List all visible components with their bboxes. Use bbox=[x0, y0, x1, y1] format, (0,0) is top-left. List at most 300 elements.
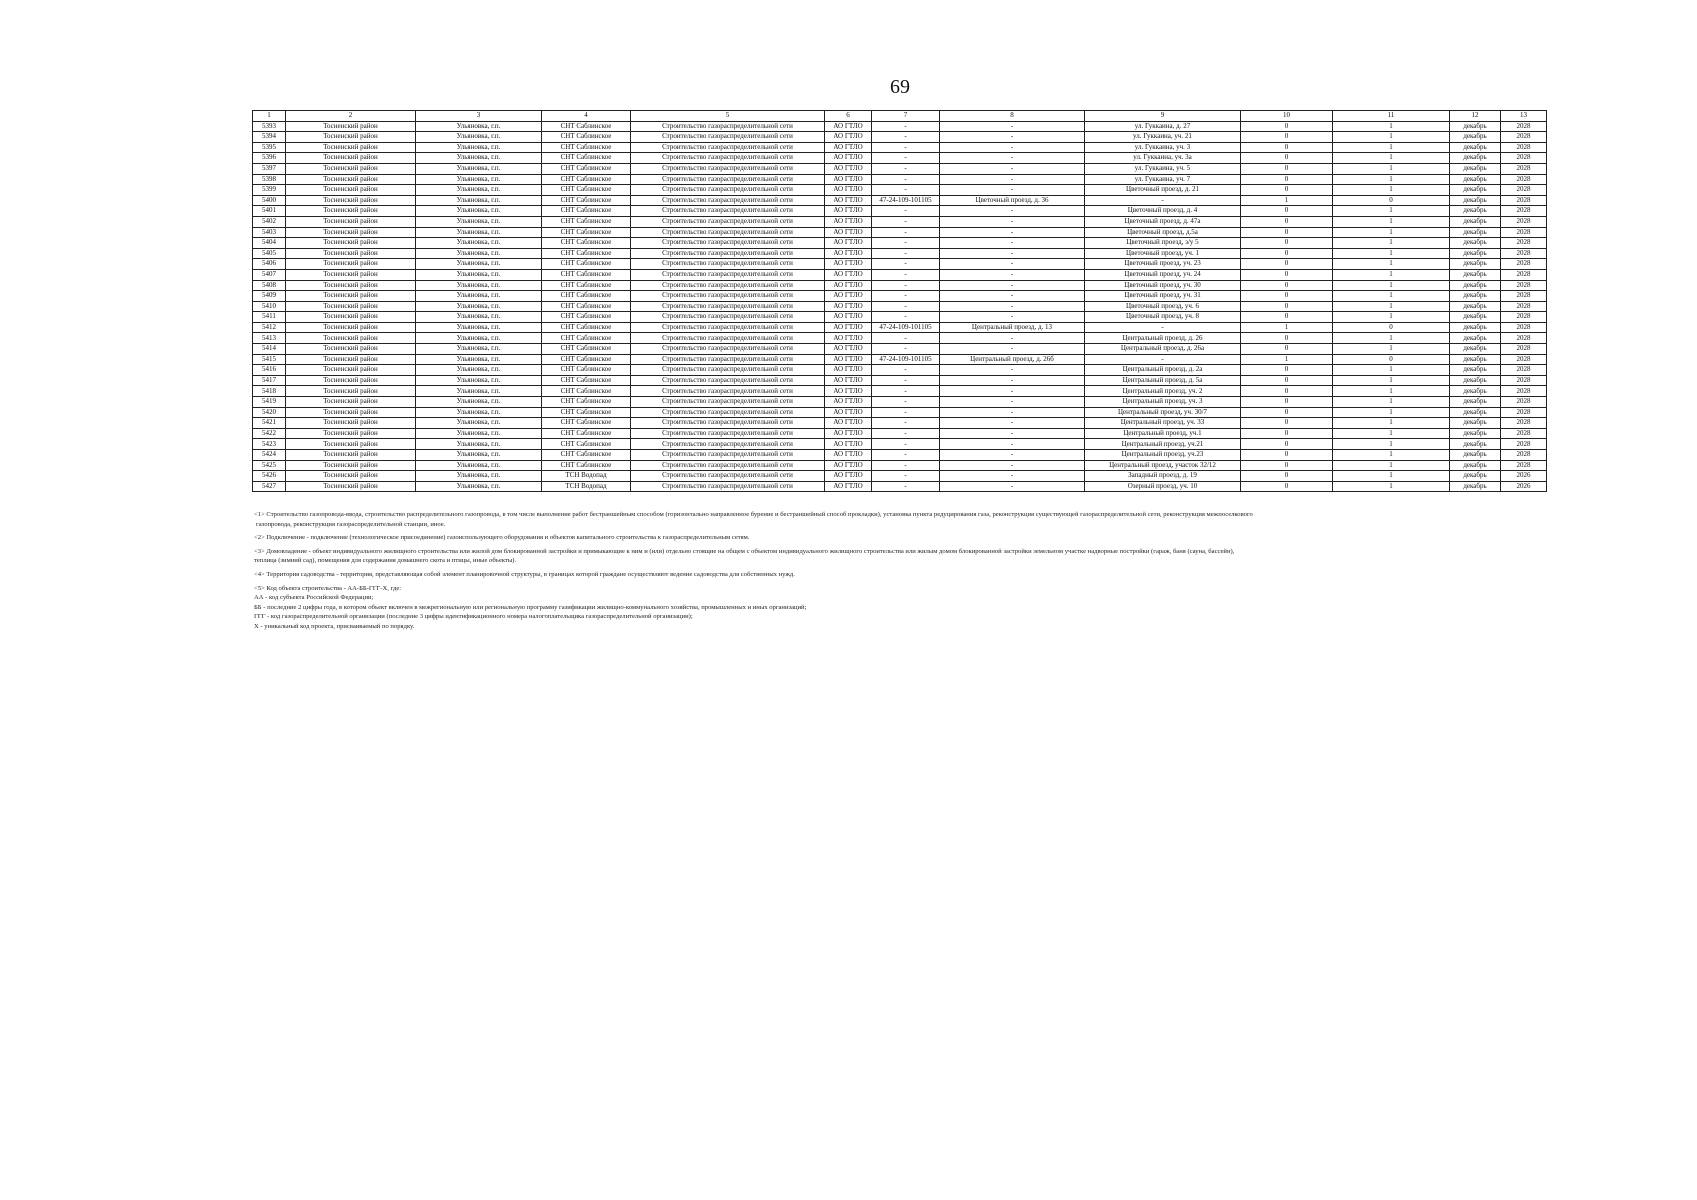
table-cell: 0 bbox=[1241, 227, 1333, 238]
table-cell: 1 bbox=[1333, 397, 1450, 408]
table-cell: 0 bbox=[1241, 333, 1333, 344]
table-cell: 2028 bbox=[1501, 238, 1547, 249]
footnote-2: <2> Подключение - подключение (технологическое присоединение) газоиспользующего оборудования и объектов капитального строительства к газораспределительным сетям. bbox=[254, 534, 750, 542]
footnotes bbox=[254, 510, 1544, 632]
table-cell: декабрь bbox=[1450, 216, 1501, 227]
table-cell: СНТ Саблинское bbox=[542, 407, 631, 418]
table-cell: - bbox=[940, 397, 1085, 408]
table-cell: декабрь bbox=[1450, 142, 1501, 153]
table-cell: ул. Гуккаина, д. 27 bbox=[1085, 121, 1241, 132]
column-header: 6 bbox=[825, 111, 872, 122]
table-cell: СНТ Саблинское bbox=[542, 153, 631, 164]
table-cell: - bbox=[940, 301, 1085, 312]
table-cell: - bbox=[940, 153, 1085, 164]
table-cell: 5417 bbox=[253, 375, 286, 386]
table-cell: декабрь bbox=[1450, 174, 1501, 185]
table-cell: 0 bbox=[1241, 312, 1333, 323]
table-cell: декабрь bbox=[1450, 195, 1501, 206]
table-row bbox=[253, 312, 1547, 323]
table-cell: АО ГТЛО bbox=[825, 195, 872, 206]
table-cell: - bbox=[940, 227, 1085, 238]
table-cell: 47-24-109-101105 bbox=[872, 195, 940, 206]
column-header: 2 bbox=[286, 111, 416, 122]
table-cell: декабрь bbox=[1450, 132, 1501, 143]
table-cell: Ульяновка, г.п. bbox=[416, 280, 542, 291]
table-cell: - bbox=[872, 142, 940, 153]
table-cell: Центральный проезд, д. 26б bbox=[940, 354, 1085, 365]
table-cell: 1 bbox=[1333, 121, 1450, 132]
table-row bbox=[253, 481, 1547, 492]
table-cell: АО ГТЛО bbox=[825, 354, 872, 365]
column-header: 7 bbox=[872, 111, 940, 122]
table-cell: - bbox=[872, 418, 940, 429]
table-cell: Тосненский район bbox=[286, 375, 416, 386]
table-cell: 5402 bbox=[253, 216, 286, 227]
table-cell: - bbox=[940, 407, 1085, 418]
table-cell: Ульяновка, г.п. bbox=[416, 322, 542, 333]
table-cell: Цветочный проезд, уч. 8 bbox=[1085, 312, 1241, 323]
table-cell: Строительство газораспределительной сети bbox=[631, 163, 825, 174]
table-cell: АО ГТЛО bbox=[825, 344, 872, 355]
table-cell: СНТ Саблинское bbox=[542, 450, 631, 461]
table-cell: декабрь bbox=[1450, 121, 1501, 132]
table-cell: 1 bbox=[1333, 407, 1450, 418]
table-cell: АО ГТЛО bbox=[825, 439, 872, 450]
table-row bbox=[253, 163, 1547, 174]
table-cell: - bbox=[872, 460, 940, 471]
table-cell: 5404 bbox=[253, 238, 286, 249]
table-cell: - bbox=[872, 481, 940, 492]
table-cell: 5397 bbox=[253, 163, 286, 174]
table-cell: - bbox=[940, 280, 1085, 291]
table-cell: декабрь bbox=[1450, 333, 1501, 344]
table-cell: СНТ Саблинское bbox=[542, 439, 631, 450]
table-cell: АО ГТЛО bbox=[825, 428, 872, 439]
table-cell: АО ГТЛО bbox=[825, 121, 872, 132]
table-cell: декабрь bbox=[1450, 375, 1501, 386]
table-cell: Ульяновка, г.п. bbox=[416, 354, 542, 365]
table-cell: ул. Гуккаина, уч. 5 bbox=[1085, 163, 1241, 174]
table-cell: декабрь bbox=[1450, 471, 1501, 482]
table-cell: Ульяновка, г.п. bbox=[416, 132, 542, 143]
table-cell: 0 bbox=[1241, 375, 1333, 386]
table-cell: 0 bbox=[1241, 280, 1333, 291]
table-cell: 1 bbox=[1333, 259, 1450, 270]
table-cell: Цветочный проезд, д.5а bbox=[1085, 227, 1241, 238]
table-cell: СНТ Саблинское bbox=[542, 227, 631, 238]
table-cell: АО ГТЛО bbox=[825, 142, 872, 153]
table-cell: Строительство газораспределительной сети bbox=[631, 248, 825, 259]
table-cell: ТСН Водопад bbox=[542, 471, 631, 482]
table-row bbox=[253, 365, 1547, 376]
table-cell: 0 bbox=[1241, 301, 1333, 312]
table-cell: Центральный проезд, уч.23 bbox=[1085, 450, 1241, 461]
table-cell: Цветочный проезд, з/у 5 bbox=[1085, 238, 1241, 249]
table-cell: Строительство газораспределительной сети bbox=[631, 121, 825, 132]
code-x-definition: Х - уникальный код проекта, присваиваемый по порядку. bbox=[254, 622, 415, 630]
table-cell: Центральный проезд, д. 26а bbox=[1085, 344, 1241, 355]
table-cell: СНТ Саблинское bbox=[542, 174, 631, 185]
table-cell: 2028 bbox=[1501, 216, 1547, 227]
table-cell: - bbox=[940, 185, 1085, 196]
table-cell: АО ГТЛО bbox=[825, 174, 872, 185]
table-row bbox=[253, 418, 1547, 429]
table-cell: 1 bbox=[1333, 386, 1450, 397]
table-row bbox=[253, 354, 1547, 365]
table-cell: - bbox=[872, 216, 940, 227]
table-cell: Ульяновка, г.п. bbox=[416, 206, 542, 217]
table-cell: 2028 bbox=[1501, 142, 1547, 153]
table-cell: ул. Гуккаина, уч. 7 bbox=[1085, 174, 1241, 185]
table-cell: Центральный проезд, уч.1 bbox=[1085, 428, 1241, 439]
table-cell: Тосненский район bbox=[286, 354, 416, 365]
table-cell: Строительство газораспределительной сети bbox=[631, 312, 825, 323]
table-cell: 0 bbox=[1241, 407, 1333, 418]
table-cell: Строительство газораспределительной сети bbox=[631, 301, 825, 312]
table-row bbox=[253, 471, 1547, 482]
table-cell: Строительство газораспределительной сети bbox=[631, 333, 825, 344]
table-cell: СНТ Саблинское bbox=[542, 322, 631, 333]
table-cell: - bbox=[940, 365, 1085, 376]
table-cell: Цветочный проезд, д. 4 bbox=[1085, 206, 1241, 217]
table-row bbox=[253, 153, 1547, 164]
table-cell: Ульяновка, г.п. bbox=[416, 291, 542, 302]
table-cell: - bbox=[872, 375, 940, 386]
table-row bbox=[253, 269, 1547, 280]
table-cell: 1 bbox=[1333, 216, 1450, 227]
table-cell: ул. Гуккаина, уч. 21 bbox=[1085, 132, 1241, 143]
table-cell: 5415 bbox=[253, 354, 286, 365]
table-cell: СНТ Саблинское bbox=[542, 291, 631, 302]
table-cell: 5418 bbox=[253, 386, 286, 397]
table-row bbox=[253, 386, 1547, 397]
table-cell: - bbox=[940, 450, 1085, 461]
table-row bbox=[253, 206, 1547, 217]
table-cell: Тосненский район bbox=[286, 418, 416, 429]
table-cell: Ульяновка, г.п. bbox=[416, 439, 542, 450]
footnote-4: <4> Территория садоводства - территория, представляющая собой элемент планировочной структуры, в границах которой граждане осуществляют ведение садоводства для собственных нужд. bbox=[254, 570, 795, 578]
table-cell: СНТ Саблинское bbox=[542, 418, 631, 429]
table-cell: декабрь bbox=[1450, 397, 1501, 408]
table-row bbox=[253, 450, 1547, 461]
table-cell: декабрь bbox=[1450, 163, 1501, 174]
table-cell: ул. Гуккаина, уч. 3а bbox=[1085, 153, 1241, 164]
table-cell: СНТ Саблинское bbox=[542, 259, 631, 270]
table-cell: Строительство газораспределительной сети bbox=[631, 397, 825, 408]
table-cell: АО ГТЛО bbox=[825, 397, 872, 408]
table-cell: Озерный проезд, уч. 10 bbox=[1085, 481, 1241, 492]
table-cell: - bbox=[940, 460, 1085, 471]
table-cell: АО ГТЛО bbox=[825, 460, 872, 471]
table-cell: СНТ Саблинское bbox=[542, 301, 631, 312]
table-cell: ул. Гуккаина, уч. 3 bbox=[1085, 142, 1241, 153]
table-cell: - bbox=[940, 375, 1085, 386]
table-cell: - bbox=[872, 259, 940, 270]
table-cell: Центральный проезд, д. 13 bbox=[940, 322, 1085, 333]
table-cell: 5409 bbox=[253, 291, 286, 302]
table-cell: Тосненский район bbox=[286, 407, 416, 418]
table-cell: 0 bbox=[1241, 481, 1333, 492]
table-cell: - bbox=[940, 386, 1085, 397]
table-row bbox=[253, 259, 1547, 270]
table-row bbox=[253, 375, 1547, 386]
table-cell: Ульяновка, г.п. bbox=[416, 142, 542, 153]
table-cell: 2028 bbox=[1501, 344, 1547, 355]
table-cell: 1 bbox=[1333, 301, 1450, 312]
table-cell: 2028 bbox=[1501, 322, 1547, 333]
footnote-3: <3> Домовладение - объект индивидуального жилищного строительства или жилой дом блокированной застройки и примыкающие к ним и (или) отдельно стоящие на общем с объектом индивидуального жилищного строительства или жилым домом блокированной застройки земельном участке надворные постройки (гараж, баня (сауна, бассейн), bbox=[254, 547, 1235, 555]
table-cell: Ульяновка, г.п. bbox=[416, 481, 542, 492]
table-cell: 1 bbox=[1333, 153, 1450, 164]
table-cell: 2028 bbox=[1501, 375, 1547, 386]
table-cell: 5394 bbox=[253, 132, 286, 143]
table-cell: декабрь bbox=[1450, 259, 1501, 270]
table-cell: Тосненский район bbox=[286, 121, 416, 132]
table-cell: декабрь bbox=[1450, 450, 1501, 461]
table-cell: - bbox=[1085, 195, 1241, 206]
table-cell: - bbox=[872, 248, 940, 259]
table-cell: - bbox=[872, 280, 940, 291]
table-cell: Тосненский район bbox=[286, 153, 416, 164]
table-cell: Ульяновка, г.п. bbox=[416, 269, 542, 280]
table-cell: Ульяновка, г.п. bbox=[416, 301, 542, 312]
table-cell: 5400 bbox=[253, 195, 286, 206]
table-cell: 2028 bbox=[1501, 333, 1547, 344]
table-row bbox=[253, 291, 1547, 302]
table-cell: Ульяновка, г.п. bbox=[416, 238, 542, 249]
table-cell: 5421 bbox=[253, 418, 286, 429]
table-cell: АО ГТЛО bbox=[825, 238, 872, 249]
column-header: 1 bbox=[253, 111, 286, 122]
table-cell: СНТ Саблинское bbox=[542, 142, 631, 153]
table-cell: Ульяновка, г.п. bbox=[416, 407, 542, 418]
table-cell: Строительство газораспределительной сети bbox=[631, 386, 825, 397]
table-row bbox=[253, 238, 1547, 249]
table-cell: 1 bbox=[1241, 354, 1333, 365]
table-cell: - bbox=[940, 344, 1085, 355]
table-cell: Строительство газораспределительной сети bbox=[631, 185, 825, 196]
table-cell: - bbox=[940, 174, 1085, 185]
table-cell: Ульяновка, г.п. bbox=[416, 121, 542, 132]
table-cell: 5401 bbox=[253, 206, 286, 217]
table-cell: декабрь bbox=[1450, 269, 1501, 280]
table-cell: 2028 bbox=[1501, 248, 1547, 259]
table-cell: декабрь bbox=[1450, 354, 1501, 365]
table-cell: 2028 bbox=[1501, 365, 1547, 376]
table-cell: 0 bbox=[1241, 238, 1333, 249]
table-cell: - bbox=[872, 471, 940, 482]
table-cell: 2028 bbox=[1501, 407, 1547, 418]
table-cell: СНТ Саблинское bbox=[542, 428, 631, 439]
table-cell: 1 bbox=[1333, 471, 1450, 482]
footnote-1: <1> Строительство газопровода-ввода, строительство распределительного газопровода, в том числе выполнение работ бестраншейным способом (горизонтально направленное бурение и бестраншейный способ прокладки), установка пункта редуцирования газа, реконструкция существующей газораспределительной сети, реконструкция межпоселкового bbox=[254, 511, 1253, 518]
table-cell: 0 bbox=[1241, 386, 1333, 397]
table-row bbox=[253, 121, 1547, 132]
table-cell: 0 bbox=[1241, 185, 1333, 196]
table-cell: Ульяновка, г.п. bbox=[416, 344, 542, 355]
table-cell: - bbox=[940, 291, 1085, 302]
table-cell: - bbox=[940, 163, 1085, 174]
table-cell: 2028 bbox=[1501, 132, 1547, 143]
table-cell: 1 bbox=[1333, 439, 1450, 450]
table-cell: СНТ Саблинское bbox=[542, 280, 631, 291]
table-cell: АО ГТЛО bbox=[825, 153, 872, 164]
table-cell: 1 bbox=[1333, 375, 1450, 386]
code-bb-definition: ББ - последние 2 цифры года, в котором объект включен в межрегиональную или региональную программу газификации жилищно-коммунального хозяйства, промышленных и иных организаций; bbox=[254, 603, 807, 611]
table-cell: Ульяновка, г.п. bbox=[416, 428, 542, 439]
table-cell: Цветочный проезд, д. 21 bbox=[1085, 185, 1241, 196]
table-cell: Строительство газораспределительной сети bbox=[631, 174, 825, 185]
table-cell: АО ГТЛО bbox=[825, 301, 872, 312]
table-cell: Ульяновка, г.п. bbox=[416, 259, 542, 270]
table-cell: 2028 bbox=[1501, 163, 1547, 174]
table-cell: - bbox=[872, 185, 940, 196]
table-cell: Цветочный проезд, уч. 1 bbox=[1085, 248, 1241, 259]
table-cell: 1 bbox=[1333, 185, 1450, 196]
table-cell: Строительство газораспределительной сети bbox=[631, 418, 825, 429]
table-row bbox=[253, 460, 1547, 471]
table-cell: АО ГТЛО bbox=[825, 450, 872, 461]
table-cell: Центральный проезд, д. 26 bbox=[1085, 333, 1241, 344]
table-cell: 0 bbox=[1241, 397, 1333, 408]
table-cell: Тосненский район bbox=[286, 280, 416, 291]
table-cell: Строительство газораспределительной сети bbox=[631, 322, 825, 333]
table-cell: 5407 bbox=[253, 269, 286, 280]
table-cell: АО ГТЛО bbox=[825, 375, 872, 386]
table-cell: - bbox=[872, 238, 940, 249]
table-cell: 5425 bbox=[253, 460, 286, 471]
table-cell: Ульяновка, г.п. bbox=[416, 450, 542, 461]
column-header: 5 bbox=[631, 111, 825, 122]
table-cell: декабрь bbox=[1450, 322, 1501, 333]
table-cell: Центральный проезд, уч. 30/7 bbox=[1085, 407, 1241, 418]
table-cell: Строительство газораспределительной сети bbox=[631, 153, 825, 164]
table-cell: - bbox=[872, 163, 940, 174]
table-cell: СНТ Саблинское bbox=[542, 206, 631, 217]
table-cell: Тосненский район bbox=[286, 195, 416, 206]
table-cell: 0 bbox=[1241, 216, 1333, 227]
table-cell: декабрь bbox=[1450, 439, 1501, 450]
table-cell: Ульяновка, г.п. bbox=[416, 153, 542, 164]
table-cell: Тосненский район bbox=[286, 291, 416, 302]
table-cell: 5393 bbox=[253, 121, 286, 132]
table-cell: - bbox=[872, 428, 940, 439]
table-cell: АО ГТЛО bbox=[825, 418, 872, 429]
table-cell: - bbox=[872, 291, 940, 302]
table-cell: 1 bbox=[1333, 227, 1450, 238]
table-cell: Центральный проезд, д. 2а bbox=[1085, 365, 1241, 376]
table-row bbox=[253, 248, 1547, 259]
table-cell: СНТ Саблинское bbox=[542, 121, 631, 132]
table-cell: АО ГТЛО bbox=[825, 216, 872, 227]
table-cell: Тосненский район bbox=[286, 206, 416, 217]
table-cell: декабрь bbox=[1450, 248, 1501, 259]
table-cell: АО ГТЛО bbox=[825, 322, 872, 333]
table-cell: АО ГТЛО bbox=[825, 333, 872, 344]
table-cell: - bbox=[872, 227, 940, 238]
table-cell: декабрь bbox=[1450, 280, 1501, 291]
table-cell: 1 bbox=[1333, 344, 1450, 355]
table-cell: - bbox=[872, 397, 940, 408]
table-cell: Строительство газораспределительной сети bbox=[631, 238, 825, 249]
table-cell: Строительство газораспределительной сети bbox=[631, 269, 825, 280]
table-row bbox=[253, 132, 1547, 143]
column-header: 12 bbox=[1450, 111, 1501, 122]
table-cell: 5398 bbox=[253, 174, 286, 185]
column-header: 13 bbox=[1501, 111, 1547, 122]
table-cell: 47-24-109-101105 bbox=[872, 354, 940, 365]
table-row bbox=[253, 301, 1547, 312]
table-row bbox=[253, 174, 1547, 185]
table-cell: Ульяновка, г.п. bbox=[416, 163, 542, 174]
table-cell: 2028 bbox=[1501, 153, 1547, 164]
table-cell: 5411 bbox=[253, 312, 286, 323]
table-cell: 1 bbox=[1241, 322, 1333, 333]
table-cell: Тосненский район bbox=[286, 481, 416, 492]
table-cell: АО ГТЛО bbox=[825, 365, 872, 376]
table-cell: Тосненский район bbox=[286, 132, 416, 143]
table-cell: Строительство газораспределительной сети bbox=[631, 142, 825, 153]
table-cell: 2028 bbox=[1501, 439, 1547, 450]
table-cell: Цветочный проезд, уч. 23 bbox=[1085, 259, 1241, 270]
table-cell: Ульяновка, г.п. bbox=[416, 227, 542, 238]
table-cell: - bbox=[940, 471, 1085, 482]
table-cell: - bbox=[940, 206, 1085, 217]
table-cell: 1 bbox=[1333, 142, 1450, 153]
table-cell: Цветочный проезд, д. 47а bbox=[1085, 216, 1241, 227]
table-row bbox=[253, 227, 1547, 238]
table-cell: Цветочный проезд, д. 36 bbox=[940, 195, 1085, 206]
table-cell: - bbox=[872, 132, 940, 143]
table-cell: АО ГТЛО bbox=[825, 407, 872, 418]
table-cell: 5413 bbox=[253, 333, 286, 344]
table-cell: Ульяновка, г.п. bbox=[416, 248, 542, 259]
table-cell: 1 bbox=[1333, 238, 1450, 249]
table-cell: 5427 bbox=[253, 481, 286, 492]
table-cell: СНТ Саблинское bbox=[542, 354, 631, 365]
table-cell: Ульяновка, г.п. bbox=[416, 418, 542, 429]
table-cell: Ульяновка, г.п. bbox=[416, 397, 542, 408]
table-cell: - bbox=[872, 269, 940, 280]
table-cell: 5406 bbox=[253, 259, 286, 270]
table-cell: декабрь bbox=[1450, 428, 1501, 439]
table-cell: - bbox=[940, 333, 1085, 344]
table-cell: АО ГТЛО bbox=[825, 386, 872, 397]
table-cell: - bbox=[940, 312, 1085, 323]
table-cell: Ульяновка, г.п. bbox=[416, 195, 542, 206]
table-cell: 1 bbox=[1333, 333, 1450, 344]
table-cell: 5412 bbox=[253, 322, 286, 333]
table-cell: Строительство газораспределительной сети bbox=[631, 365, 825, 376]
table-cell: Тосненский район bbox=[286, 460, 416, 471]
table-cell: - bbox=[872, 301, 940, 312]
column-header: 9 bbox=[1085, 111, 1241, 122]
table-cell: 1 bbox=[1333, 450, 1450, 461]
table-cell: Центральный проезд, уч. 3 bbox=[1085, 397, 1241, 408]
table-cell: 2028 bbox=[1501, 312, 1547, 323]
table-cell: 2028 bbox=[1501, 195, 1547, 206]
table-cell: 2028 bbox=[1501, 354, 1547, 365]
table-cell: декабрь bbox=[1450, 301, 1501, 312]
table-cell: Центральный проезд, участок 32/12 bbox=[1085, 460, 1241, 471]
table-cell: Строительство газораспределительной сети bbox=[631, 216, 825, 227]
table-cell: Ульяновка, г.п. bbox=[416, 375, 542, 386]
table-cell: декабрь bbox=[1450, 291, 1501, 302]
table-cell: Строительство газораспределительной сети bbox=[631, 280, 825, 291]
table-cell: - bbox=[872, 365, 940, 376]
table-cell: Центральный проезд, уч.21 bbox=[1085, 439, 1241, 450]
table-cell: Тосненский район bbox=[286, 365, 416, 376]
